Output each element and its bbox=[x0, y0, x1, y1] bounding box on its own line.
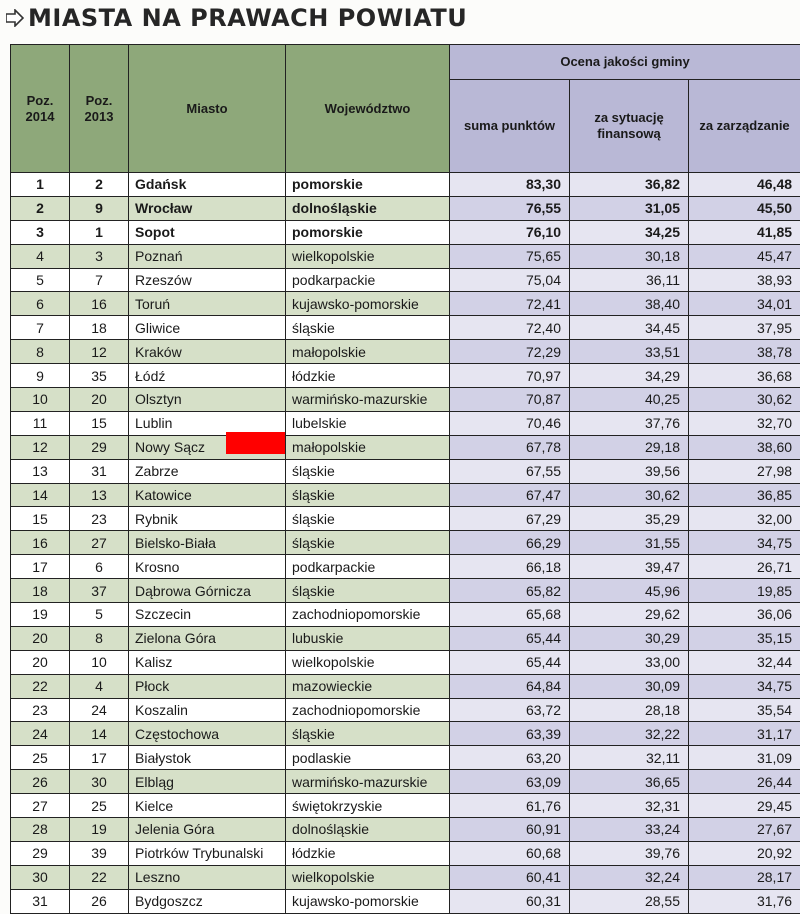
table-row bbox=[11, 818, 800, 842]
cell-wojewodztwo: śląskie bbox=[286, 507, 450, 531]
cell-poz-2014: 28 bbox=[11, 818, 70, 842]
cell-miasto: Gdańsk bbox=[129, 173, 286, 197]
cell-finanse: 33,51 bbox=[570, 340, 689, 364]
cell-miasto: Rybnik bbox=[129, 507, 286, 531]
cell-wojewodztwo: mazowieckie bbox=[286, 674, 450, 698]
table-row bbox=[11, 865, 800, 889]
cell-miasto: Lublin bbox=[129, 411, 286, 435]
table-row bbox=[11, 626, 800, 650]
table-row bbox=[11, 841, 800, 865]
cell-suma: 67,55 bbox=[450, 459, 570, 483]
cell-finanse: 39,47 bbox=[570, 555, 689, 579]
table-row bbox=[11, 889, 800, 913]
cell-poz-2014: 8 bbox=[11, 340, 70, 364]
table-row bbox=[11, 483, 800, 507]
cell-finanse: 34,25 bbox=[570, 220, 689, 244]
ranking-table bbox=[10, 44, 800, 914]
cell-poz-2014: 17 bbox=[11, 555, 70, 579]
header-zarzadzanie: za zarządzanie bbox=[689, 80, 800, 173]
table-row bbox=[11, 555, 800, 579]
cell-zarzadzanie: 34,01 bbox=[689, 292, 800, 316]
cell-miasto: Sopot bbox=[129, 220, 286, 244]
cell-zarzadzanie: 30,62 bbox=[689, 388, 800, 412]
cell-suma: 70,97 bbox=[450, 364, 570, 388]
cell-suma: 70,46 bbox=[450, 411, 570, 435]
cell-poz-2013: 5 bbox=[70, 603, 129, 627]
cell-wojewodztwo: kujawsko-pomorskie bbox=[286, 889, 450, 913]
table-row bbox=[11, 316, 800, 340]
cell-poz-2013: 1 bbox=[70, 220, 129, 244]
cell-suma: 60,91 bbox=[450, 818, 570, 842]
header-ocena-group: Ocena jakości gminy bbox=[450, 45, 800, 80]
cell-poz-2013: 23 bbox=[70, 507, 129, 531]
cell-poz-2014: 23 bbox=[11, 698, 70, 722]
cell-poz-2013: 17 bbox=[70, 746, 129, 770]
cell-zarzadzanie: 26,44 bbox=[689, 770, 800, 794]
cell-poz-2013: 22 bbox=[70, 865, 129, 889]
cell-wojewodztwo: śląskie bbox=[286, 459, 450, 483]
cell-zarzadzanie: 38,93 bbox=[689, 268, 800, 292]
cell-zarzadzanie: 38,60 bbox=[689, 435, 800, 459]
cell-wojewodztwo: wielkopolskie bbox=[286, 865, 450, 889]
cell-suma: 63,39 bbox=[450, 722, 570, 746]
cell-finanse: 45,96 bbox=[570, 579, 689, 603]
cell-miasto: Katowice bbox=[129, 483, 286, 507]
cell-miasto: Zielona Góra bbox=[129, 626, 286, 650]
cell-suma: 61,76 bbox=[450, 794, 570, 818]
cell-poz-2013: 8 bbox=[70, 626, 129, 650]
cell-zarzadzanie: 35,15 bbox=[689, 626, 800, 650]
cell-zarzadzanie: 26,71 bbox=[689, 555, 800, 579]
table-row bbox=[11, 244, 800, 268]
cell-poz-2014: 16 bbox=[11, 531, 70, 555]
cell-wojewodztwo: kujawsko-pomorskie bbox=[286, 292, 450, 316]
cell-zarzadzanie: 37,95 bbox=[689, 316, 800, 340]
cell-miasto: Olsztyn bbox=[129, 388, 286, 412]
cell-finanse: 34,29 bbox=[570, 364, 689, 388]
cell-wojewodztwo: dolnośląskie bbox=[286, 818, 450, 842]
cell-miasto: Bydgoszcz bbox=[129, 889, 286, 913]
cell-poz-2013: 9 bbox=[70, 196, 129, 220]
cell-poz-2014: 26 bbox=[11, 770, 70, 794]
cell-miasto: Elbląg bbox=[129, 770, 286, 794]
cell-wojewodztwo: śląskie bbox=[286, 531, 450, 555]
cell-poz-2013: 12 bbox=[70, 340, 129, 364]
cell-poz-2013: 29 bbox=[70, 435, 129, 459]
cell-suma: 65,44 bbox=[450, 650, 570, 674]
cell-suma: 66,29 bbox=[450, 531, 570, 555]
cell-poz-2014: 3 bbox=[11, 220, 70, 244]
cell-zarzadzanie: 36,06 bbox=[689, 603, 800, 627]
table-row bbox=[11, 459, 800, 483]
title-bar bbox=[0, 0, 800, 36]
cell-finanse: 37,76 bbox=[570, 411, 689, 435]
cell-suma: 60,68 bbox=[450, 841, 570, 865]
cell-suma: 75,04 bbox=[450, 268, 570, 292]
cell-suma: 67,29 bbox=[450, 507, 570, 531]
cell-miasto: Zabrze bbox=[129, 459, 286, 483]
cell-poz-2014: 30 bbox=[11, 865, 70, 889]
cell-poz-2013: 4 bbox=[70, 674, 129, 698]
cell-wojewodztwo: pomorskie bbox=[286, 173, 450, 197]
cell-suma: 72,40 bbox=[450, 316, 570, 340]
cell-poz-2014: 20 bbox=[11, 650, 70, 674]
table-row bbox=[11, 507, 800, 531]
cell-finanse: 35,29 bbox=[570, 507, 689, 531]
cell-miasto: Rzeszów bbox=[129, 268, 286, 292]
cell-poz-2013: 7 bbox=[70, 268, 129, 292]
cell-miasto: Łódź bbox=[129, 364, 286, 388]
cell-finanse: 39,56 bbox=[570, 459, 689, 483]
cell-poz-2014: 4 bbox=[11, 244, 70, 268]
page-title: MIASTA NA PRAWACH POWIATU bbox=[28, 4, 467, 32]
cell-poz-2014: 9 bbox=[11, 364, 70, 388]
cell-poz-2013: 37 bbox=[70, 579, 129, 603]
table-row bbox=[11, 173, 800, 197]
cell-poz-2013: 35 bbox=[70, 364, 129, 388]
cell-finanse: 32,24 bbox=[570, 865, 689, 889]
cell-poz-2014: 5 bbox=[11, 268, 70, 292]
table-row bbox=[11, 722, 800, 746]
cell-miasto: Szczecin bbox=[129, 603, 286, 627]
cell-zarzadzanie: 20,92 bbox=[689, 841, 800, 865]
cell-miasto: Kraków bbox=[129, 340, 286, 364]
table-row bbox=[11, 531, 800, 555]
cell-suma: 63,72 bbox=[450, 698, 570, 722]
cell-poz-2014: 19 bbox=[11, 603, 70, 627]
cell-suma: 65,44 bbox=[450, 626, 570, 650]
cell-suma: 63,20 bbox=[450, 746, 570, 770]
cell-zarzadzanie: 32,44 bbox=[689, 650, 800, 674]
cell-wojewodztwo: podkarpackie bbox=[286, 555, 450, 579]
cell-suma: 70,87 bbox=[450, 388, 570, 412]
header-miasto: Miasto bbox=[129, 45, 286, 173]
cell-poz-2013: 2 bbox=[70, 173, 129, 197]
cell-wojewodztwo: wielkopolskie bbox=[286, 244, 450, 268]
cell-miasto: Wrocław bbox=[129, 196, 286, 220]
cell-poz-2013: 30 bbox=[70, 770, 129, 794]
header-poz-2013: Poz. 2013 bbox=[70, 45, 129, 173]
cell-poz-2014: 7 bbox=[11, 316, 70, 340]
cell-poz-2014: 1 bbox=[11, 173, 70, 197]
cell-poz-2014: 13 bbox=[11, 459, 70, 483]
cell-miasto: Piotrków Trybunalski bbox=[129, 841, 286, 865]
cell-poz-2013: 19 bbox=[70, 818, 129, 842]
cell-wojewodztwo: warmińsko-mazurskie bbox=[286, 388, 450, 412]
cell-finanse: 31,05 bbox=[570, 196, 689, 220]
cell-miasto: Bielsko-Biała bbox=[129, 531, 286, 555]
cell-poz-2013: 15 bbox=[70, 411, 129, 435]
cell-wojewodztwo: świętokrzyskie bbox=[286, 794, 450, 818]
cell-zarzadzanie: 32,70 bbox=[689, 411, 800, 435]
table-row bbox=[11, 196, 800, 220]
table-row bbox=[11, 770, 800, 794]
cell-zarzadzanie: 35,54 bbox=[689, 698, 800, 722]
cell-poz-2014: 6 bbox=[11, 292, 70, 316]
table-row bbox=[11, 674, 800, 698]
cell-wojewodztwo: podlaskie bbox=[286, 746, 450, 770]
cell-poz-2013: 26 bbox=[70, 889, 129, 913]
cell-finanse: 28,55 bbox=[570, 889, 689, 913]
cell-finanse: 34,45 bbox=[570, 316, 689, 340]
header-poz-2014: Poz. 2014 bbox=[11, 45, 70, 173]
cell-miasto: Koszalin bbox=[129, 698, 286, 722]
cell-zarzadzanie: 31,17 bbox=[689, 722, 800, 746]
cell-poz-2013: 3 bbox=[70, 244, 129, 268]
cell-suma: 60,41 bbox=[450, 865, 570, 889]
cell-suma: 63,09 bbox=[450, 770, 570, 794]
cell-poz-2013: 24 bbox=[70, 698, 129, 722]
cell-wojewodztwo: śląskie bbox=[286, 579, 450, 603]
cell-wojewodztwo: śląskie bbox=[286, 722, 450, 746]
cell-miasto: Dąbrowa Górnicza bbox=[129, 579, 286, 603]
cell-poz-2013: 25 bbox=[70, 794, 129, 818]
cell-poz-2014: 14 bbox=[11, 483, 70, 507]
cell-poz-2013: 39 bbox=[70, 841, 129, 865]
cell-zarzadzanie: 38,78 bbox=[689, 340, 800, 364]
cell-miasto: Częstochowa bbox=[129, 722, 286, 746]
cell-poz-2013: 14 bbox=[70, 722, 129, 746]
cell-wojewodztwo: lubelskie bbox=[286, 411, 450, 435]
cell-finanse: 36,82 bbox=[570, 173, 689, 197]
cell-miasto: Płock bbox=[129, 674, 286, 698]
table-row bbox=[11, 579, 800, 603]
cell-poz-2013: 27 bbox=[70, 531, 129, 555]
cell-finanse: 29,62 bbox=[570, 603, 689, 627]
cell-finanse: 36,65 bbox=[570, 770, 689, 794]
cell-suma: 60,31 bbox=[450, 889, 570, 913]
cell-miasto: Krosno bbox=[129, 555, 286, 579]
table-row bbox=[11, 268, 800, 292]
cell-poz-2014: 22 bbox=[11, 674, 70, 698]
cell-zarzadzanie: 36,85 bbox=[689, 483, 800, 507]
cell-poz-2013: 31 bbox=[70, 459, 129, 483]
cell-wojewodztwo: zachodniopomorskie bbox=[286, 698, 450, 722]
cell-poz-2014: 24 bbox=[11, 722, 70, 746]
cell-poz-2013: 18 bbox=[70, 316, 129, 340]
cell-wojewodztwo: podkarpackie bbox=[286, 268, 450, 292]
cell-poz-2014: 11 bbox=[11, 411, 70, 435]
cell-wojewodztwo: śląskie bbox=[286, 316, 450, 340]
cell-miasto: Kielce bbox=[129, 794, 286, 818]
table-row bbox=[11, 698, 800, 722]
cell-finanse: 40,25 bbox=[570, 388, 689, 412]
cell-suma: 76,10 bbox=[450, 220, 570, 244]
cell-poz-2014: 12 bbox=[11, 435, 70, 459]
cell-suma: 75,65 bbox=[450, 244, 570, 268]
cell-zarzadzanie: 29,45 bbox=[689, 794, 800, 818]
cell-wojewodztwo: małopolskie bbox=[286, 435, 450, 459]
cell-finanse: 30,62 bbox=[570, 483, 689, 507]
cell-poz-2013: 20 bbox=[70, 388, 129, 412]
cell-finanse: 36,11 bbox=[570, 268, 689, 292]
cell-miasto: Białystok bbox=[129, 746, 286, 770]
cell-wojewodztwo: warmińsko-mazurskie bbox=[286, 770, 450, 794]
cell-suma: 66,18 bbox=[450, 555, 570, 579]
cell-poz-2014: 15 bbox=[11, 507, 70, 531]
cell-suma: 72,41 bbox=[450, 292, 570, 316]
cell-zarzadzanie: 27,67 bbox=[689, 818, 800, 842]
cell-poz-2014: 29 bbox=[11, 841, 70, 865]
cell-zarzadzanie: 31,76 bbox=[689, 889, 800, 913]
cell-finanse: 33,00 bbox=[570, 650, 689, 674]
cell-poz-2014: 27 bbox=[11, 794, 70, 818]
table-row bbox=[11, 411, 800, 435]
cell-zarzadzanie: 41,85 bbox=[689, 220, 800, 244]
cell-finanse: 30,09 bbox=[570, 674, 689, 698]
table-row bbox=[11, 794, 800, 818]
cell-zarzadzanie: 27,98 bbox=[689, 459, 800, 483]
cell-wojewodztwo: lubuskie bbox=[286, 626, 450, 650]
cell-wojewodztwo: śląskie bbox=[286, 483, 450, 507]
arrow-icon bbox=[6, 9, 24, 27]
cell-zarzadzanie: 34,75 bbox=[689, 674, 800, 698]
cell-wojewodztwo: pomorskie bbox=[286, 220, 450, 244]
cell-zarzadzanie: 46,48 bbox=[689, 173, 800, 197]
cell-suma: 72,29 bbox=[450, 340, 570, 364]
table-row bbox=[11, 220, 800, 244]
cell-finanse: 38,40 bbox=[570, 292, 689, 316]
cell-suma: 65,68 bbox=[450, 603, 570, 627]
cell-zarzadzanie: 32,00 bbox=[689, 507, 800, 531]
table-row bbox=[11, 650, 800, 674]
cell-poz-2014: 2 bbox=[11, 196, 70, 220]
table-row bbox=[11, 435, 800, 459]
cell-wojewodztwo: łódzkie bbox=[286, 364, 450, 388]
cell-suma: 76,55 bbox=[450, 196, 570, 220]
cell-poz-2013: 16 bbox=[70, 292, 129, 316]
cell-zarzadzanie: 28,17 bbox=[689, 865, 800, 889]
cell-finanse: 28,18 bbox=[570, 698, 689, 722]
table-row bbox=[11, 340, 800, 364]
cell-zarzadzanie: 45,50 bbox=[689, 196, 800, 220]
cell-finanse: 32,22 bbox=[570, 722, 689, 746]
cell-suma: 65,82 bbox=[450, 579, 570, 603]
table-row bbox=[11, 388, 800, 412]
cell-miasto: Nowy Sącz bbox=[129, 435, 286, 459]
cell-miasto: Gliwice bbox=[129, 316, 286, 340]
red-redaction-mark bbox=[226, 432, 285, 454]
cell-poz-2014: 25 bbox=[11, 746, 70, 770]
cell-finanse: 31,55 bbox=[570, 531, 689, 555]
table-row bbox=[11, 603, 800, 627]
table-row bbox=[11, 746, 800, 770]
cell-miasto: Kalisz bbox=[129, 650, 286, 674]
cell-poz-2014: 18 bbox=[11, 579, 70, 603]
cell-miasto: Toruń bbox=[129, 292, 286, 316]
cell-wojewodztwo: łódzkie bbox=[286, 841, 450, 865]
cell-miasto: Jelenia Góra bbox=[129, 818, 286, 842]
cell-finanse: 32,31 bbox=[570, 794, 689, 818]
cell-zarzadzanie: 36,68 bbox=[689, 364, 800, 388]
cell-wojewodztwo: zachodniopomorskie bbox=[286, 603, 450, 627]
header-wojewodztwo: Województwo bbox=[286, 45, 450, 173]
cell-finanse: 30,18 bbox=[570, 244, 689, 268]
cell-poz-2013: 10 bbox=[70, 650, 129, 674]
header-finanse: za sytuację finansową bbox=[570, 80, 689, 173]
table-row bbox=[11, 292, 800, 316]
cell-suma: 64,84 bbox=[450, 674, 570, 698]
cell-wojewodztwo: wielkopolskie bbox=[286, 650, 450, 674]
cell-zarzadzanie: 34,75 bbox=[689, 531, 800, 555]
cell-poz-2014: 20 bbox=[11, 626, 70, 650]
cell-suma: 67,47 bbox=[450, 483, 570, 507]
cell-poz-2014: 10 bbox=[11, 388, 70, 412]
table-row bbox=[11, 364, 800, 388]
cell-miasto: Leszno bbox=[129, 865, 286, 889]
cell-wojewodztwo: dolnośląskie bbox=[286, 196, 450, 220]
cell-miasto: Poznań bbox=[129, 244, 286, 268]
cell-zarzadzanie: 19,85 bbox=[689, 579, 800, 603]
cell-suma: 67,78 bbox=[450, 435, 570, 459]
header-suma: suma punktów bbox=[450, 80, 570, 173]
cell-poz-2013: 13 bbox=[70, 483, 129, 507]
cell-finanse: 33,24 bbox=[570, 818, 689, 842]
cell-finanse: 32,11 bbox=[570, 746, 689, 770]
cell-suma: 83,30 bbox=[450, 173, 570, 197]
cell-finanse: 30,29 bbox=[570, 626, 689, 650]
cell-finanse: 29,18 bbox=[570, 435, 689, 459]
cell-poz-2013: 6 bbox=[70, 555, 129, 579]
cell-finanse: 39,76 bbox=[570, 841, 689, 865]
cell-zarzadzanie: 31,09 bbox=[689, 746, 800, 770]
cell-wojewodztwo: małopolskie bbox=[286, 340, 450, 364]
cell-zarzadzanie: 45,47 bbox=[689, 244, 800, 268]
cell-poz-2014: 31 bbox=[11, 889, 70, 913]
